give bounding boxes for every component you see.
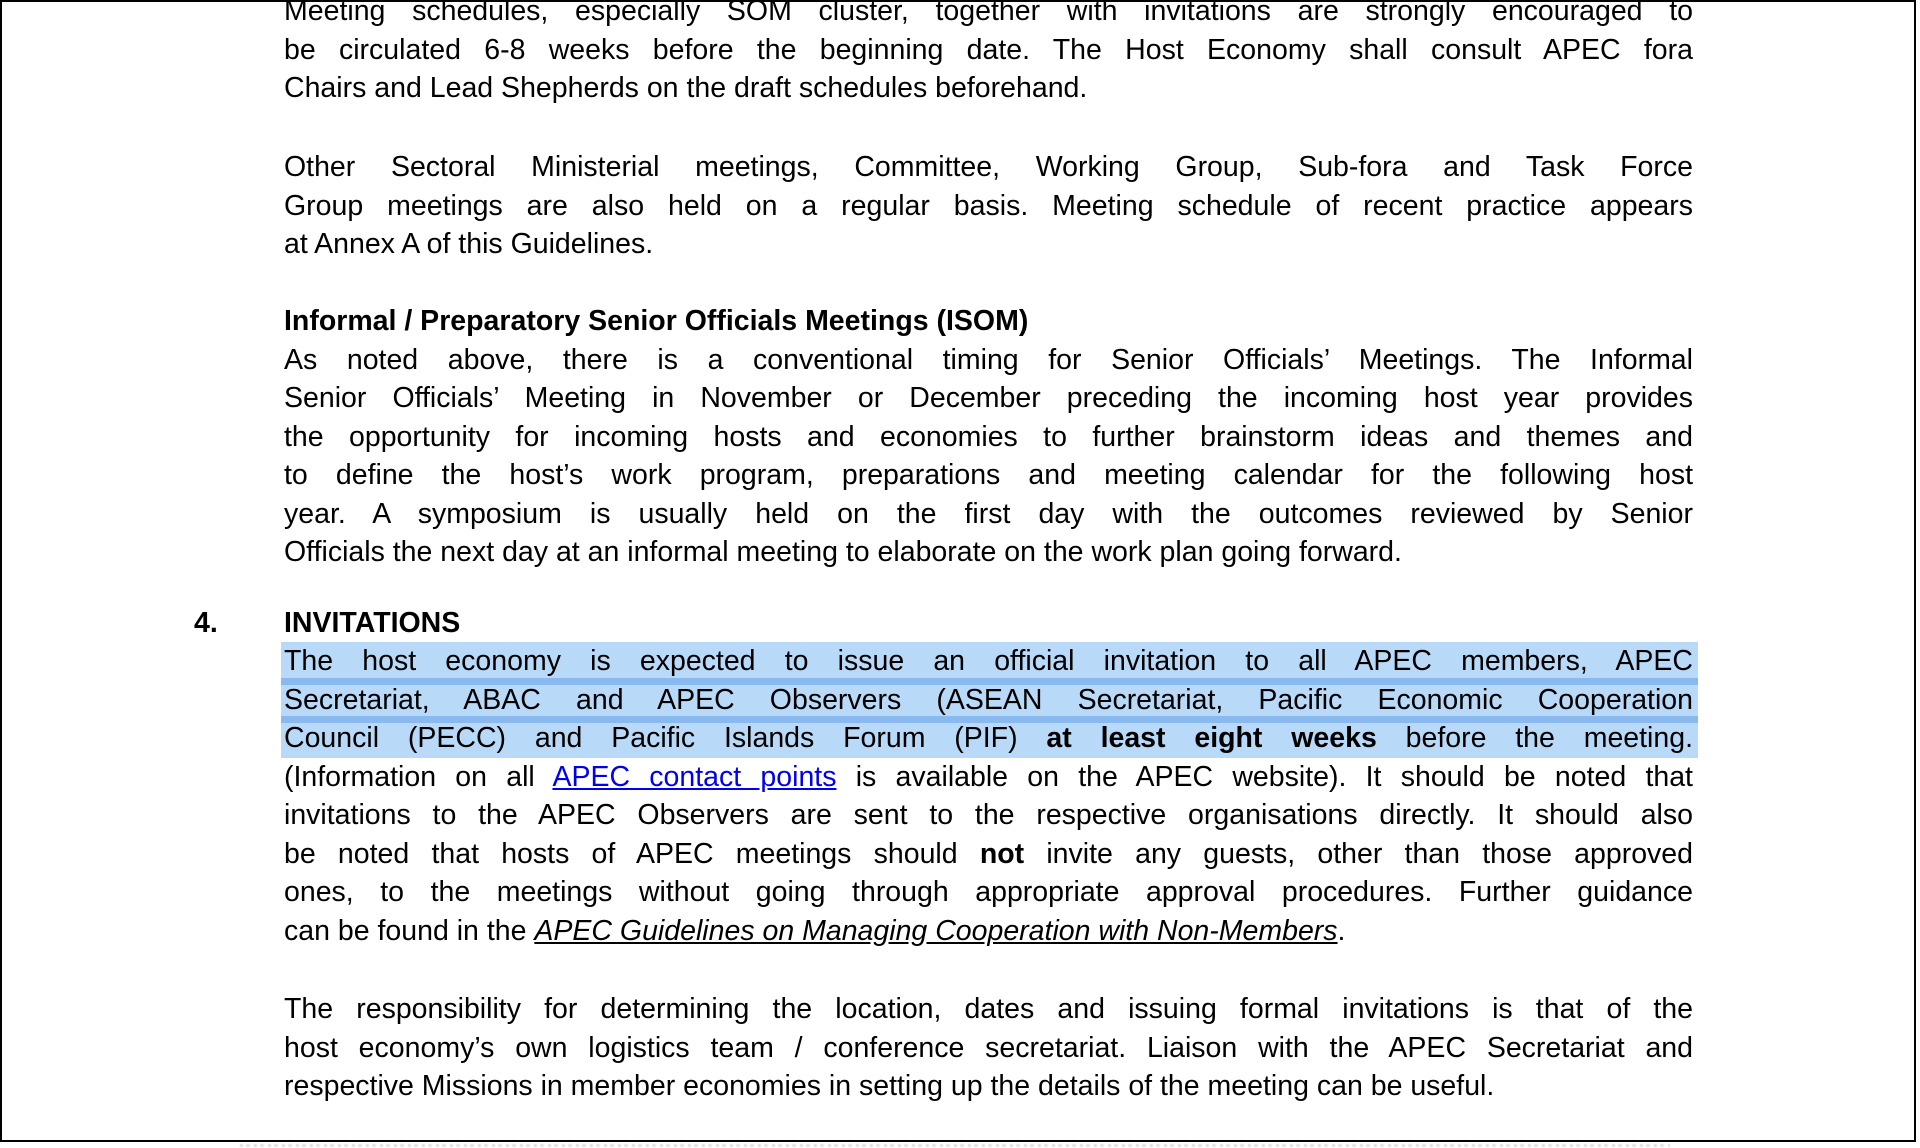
text-segment: can be found in the [284,914,535,947]
text-line [284,796,1693,835]
text-line [284,719,1693,758]
text-line [284,341,1693,380]
text-segment: be noted that hosts of APEC meetings should [284,837,980,870]
text-segment: Council (PECC) and Pacific Islands Forum (PIF) [284,722,1047,754]
text-segment: respective Missions in member economies in setting up the details of the meeting can be useful. [284,1070,1495,1102]
text-line [284,758,1693,797]
text-segment: The host economy is expected to issue an official invitation to all APEC members, APEC [284,645,1693,677]
text-line [284,912,1693,951]
paragraph-isom-body [284,341,1693,572]
text-segment: . [1337,914,1346,947]
text-segment: the opportunity for incoming hosts and economies to further brainstorm ideas and themes and [284,420,1693,453]
paragraph-responsibility [284,990,1693,1106]
text-segment: (Information on all [284,760,553,793]
text-segment: invite any guests, other than those approved [1024,837,1694,870]
text-segment: ones, to the meetings without going through appropriate approval procedures. Further guidance [284,876,1693,908]
text-segment: APEC Guidelines on Managing Cooperation with Non-Members [534,914,1338,947]
text-line [284,495,1693,534]
text-line [284,0,1693,31]
paragraph-meeting-schedules [284,0,1693,108]
heading-invitations-row [194,604,1693,643]
paragraph-invitations-rest [284,758,1693,951]
text-line [284,187,1693,226]
section-isom [284,302,1693,572]
text-line [284,379,1693,418]
text-segment: year. A symposium is usually held on the first day with the outcomes reviewed by Senior [284,497,1693,530]
text-line [284,31,1693,70]
text-line [284,990,1693,1029]
text-line [284,835,1693,874]
text-line [284,69,1693,108]
text-line [284,642,1693,681]
text-segment: at least eight weeks [1046,722,1377,754]
text-segment: at Annex A of this Guidelines. [284,228,654,260]
text-segment: to define the host’s work program, preparations and meeting calendar for the following host [284,459,1693,491]
paragraph-invitations-body [284,642,1693,950]
text-selection-highlight [281,642,1698,758]
apec-contact-points-link[interactable]: APEC contact points [552,760,837,793]
text-segment: Officials the next day at an informal meeting to elaborate on the work plan going forward. [284,536,1402,568]
text-segment: be circulated 6-8 weeks before the beginning date. The Host Economy shall consult APEC fora [284,33,1693,66]
text-line [284,418,1693,457]
text-segment: The responsibility for determining the location, dates and issuing formal invitations is that of the [284,993,1693,1025]
text-line [284,1067,1693,1106]
text-segment: As noted above, there is a conventional timing for Senior Officials’ Meetings. The Informal [284,343,1693,376]
text-segment: invitations to the APEC Observers are sent to the respective organisations directly. It should also [284,799,1693,831]
text-segment: host economy’s own logistics team / conference secretariat. Liaison with the APEC Secretariat and [284,1031,1693,1064]
text-line [284,148,1693,187]
text-line [284,225,1693,264]
text-segment: Meeting schedules, especially SOM cluster, together with invitations are strongly encouraged to [284,0,1693,27]
heading-invitations: INVITATIONS [284,607,461,639]
text-segment: Senior Officials’ Meeting in November or December preceding the incoming host year provides [284,382,1693,414]
text-segment: is available on the APEC website). It should be noted that [836,760,1693,793]
text-segment: not [979,837,1025,870]
text-line [284,1029,1693,1068]
section-number: 4. [194,607,218,639]
heading-isom: Informal / Preparatory Senior Officials Meetings (ISOM) [284,305,1029,337]
text-line [284,456,1693,495]
text-segment: Other Sectoral Ministerial meetings, Committee, Working Group, Sub-fora and Task Force [284,151,1693,183]
text-segment: before the meeting. [1376,722,1694,754]
text-line [284,873,1693,912]
text-segment: Chairs and Lead Shepherds on the draft schedules beforehand. [284,72,1088,104]
text-line [284,681,1693,720]
text-segment: Group meetings are also held on a regular basis. Meeting schedule of recent practice appears [284,189,1693,222]
cutoff-next-line-fragment [240,1144,1670,1147]
paragraph-other-meetings [284,148,1693,264]
text-segment: Secretariat, ABAC and APEC Observers (ASEAN Secretariat, Pacific Economic Cooperation [284,683,1693,716]
text-line [284,533,1693,572]
